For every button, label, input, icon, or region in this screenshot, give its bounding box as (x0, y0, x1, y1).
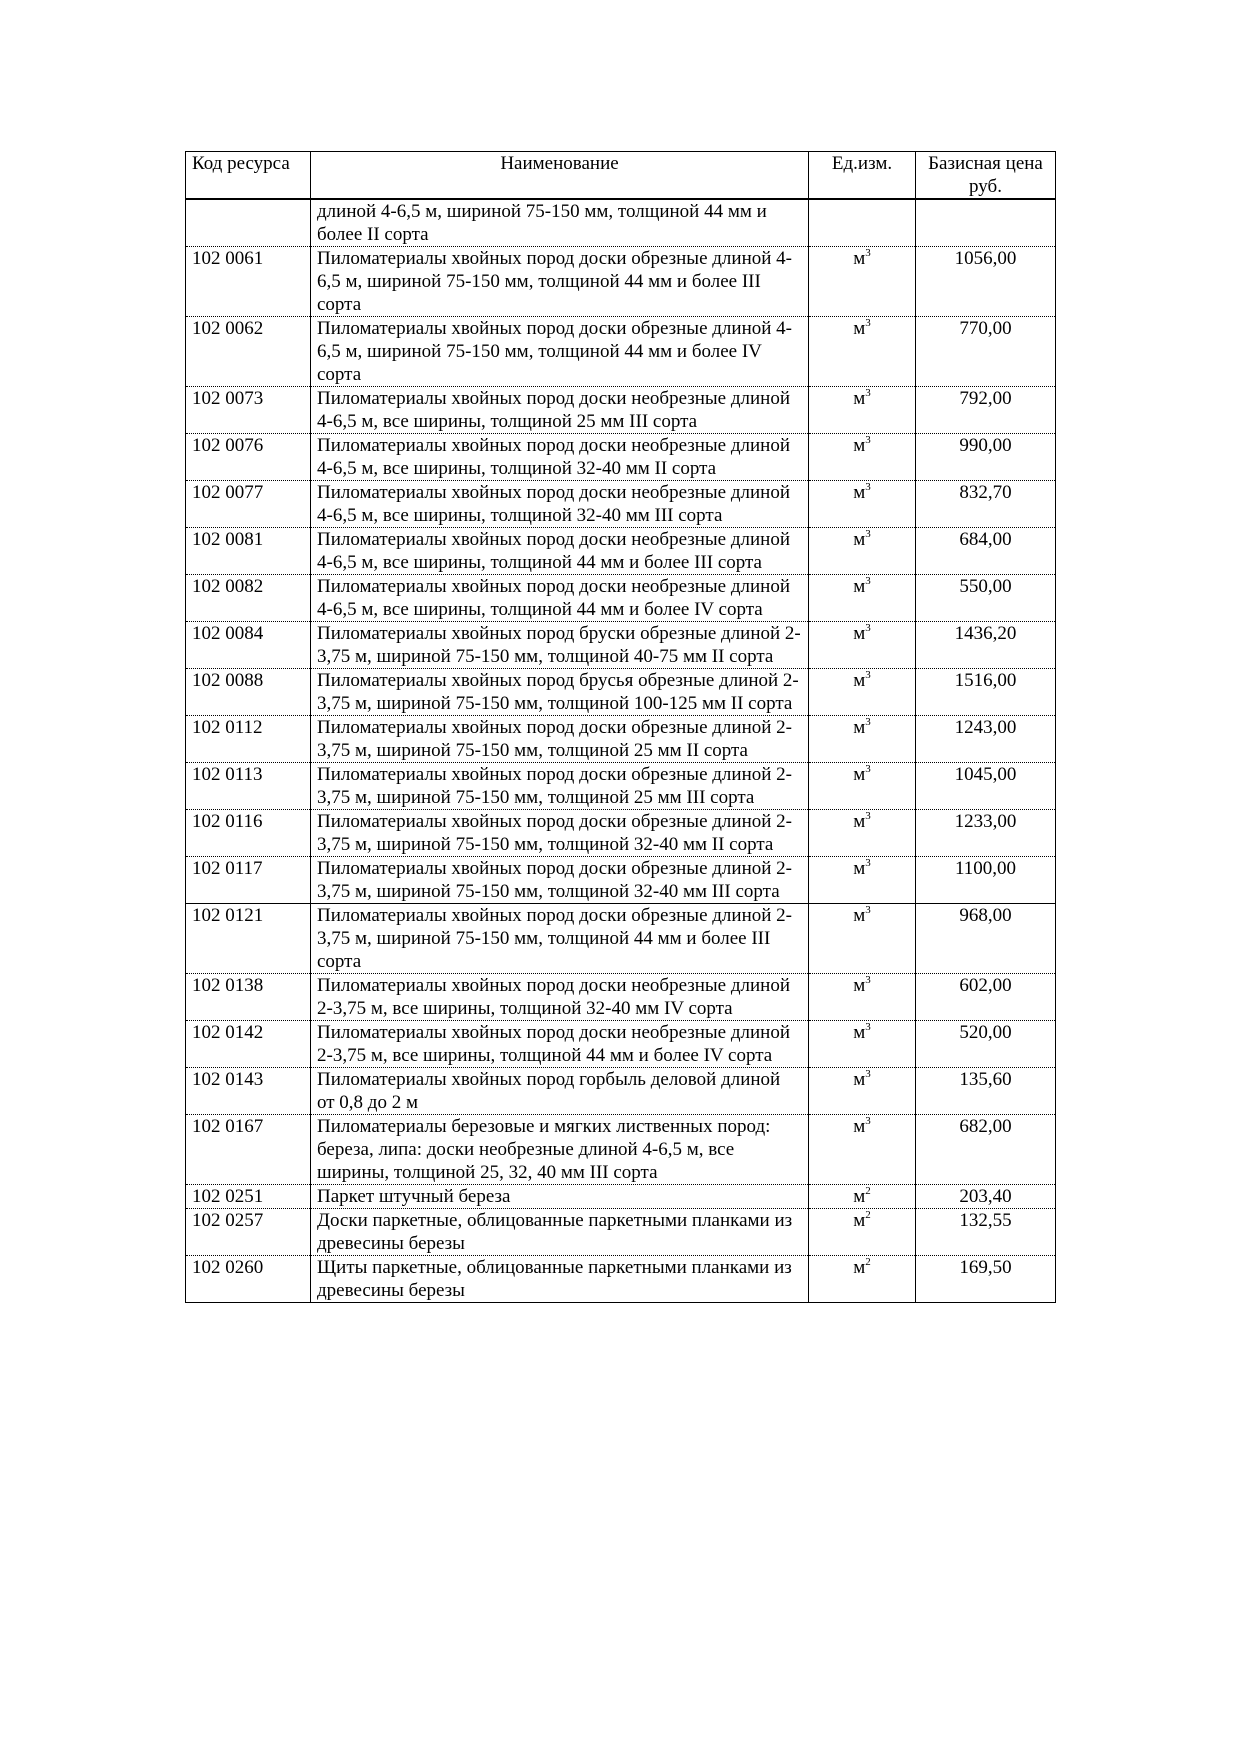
resource-code: 102 0062 (186, 317, 311, 387)
base-price: 968,00 (916, 904, 1056, 974)
unit-base: м (853, 1186, 866, 1207)
base-price: 832,70 (916, 481, 1056, 528)
resource-name: Пиломатериалы хвойных пород доски обрезные длиной 4-6,5 м, шириной 75-150 мм, толщиной 44 мм и более III сорта (311, 247, 809, 317)
unit-base: м (853, 623, 866, 644)
resource-code: 102 0257 (186, 1209, 311, 1256)
resource-name: Пиломатериалы хвойных пород доски необрезные длиной 4-6,5 м, все ширины, толщиной 44 мм и более III сорта (311, 528, 809, 575)
resource-price-table (185, 151, 1056, 1303)
table-row (186, 481, 1056, 528)
unit-exponent: 3 (865, 1020, 871, 1033)
table-row (186, 1209, 1056, 1256)
header-unit: Ед.изм. (809, 152, 916, 200)
base-price: 990,00 (916, 434, 1056, 481)
unit-base: м (853, 670, 866, 691)
resource-code: 102 0116 (186, 810, 311, 857)
resource-name: Пиломатериалы хвойных пород брусья обрезные длиной 2-3,75 м, шириной 75-150 мм, толщиной 100-125 мм II сорта (311, 669, 809, 716)
header-price: Базисная цена руб. (916, 152, 1056, 200)
unit-exponent: 3 (865, 903, 871, 916)
unit-cell (809, 904, 916, 974)
unit-cell (809, 622, 916, 669)
unit-base: м (853, 905, 866, 926)
table-row (186, 387, 1056, 434)
unit-exponent: 3 (865, 856, 871, 869)
base-price: 770,00 (916, 317, 1056, 387)
unit-exponent: 3 (865, 574, 871, 587)
base-price: 135,60 (916, 1068, 1056, 1115)
unit-cell (809, 1209, 916, 1256)
resource-name: Пиломатериалы хвойных пород доски необрезные длиной 4-6,5 м, все ширины, толщиной 25 мм III сорта (311, 387, 809, 434)
unit-exponent: 3 (865, 386, 871, 399)
unit-base: м (853, 717, 866, 738)
table-row (186, 1256, 1056, 1303)
table-row (186, 247, 1056, 317)
unit-exponent: 2 (865, 1255, 871, 1268)
resource-code: 102 0251 (186, 1185, 311, 1209)
base-price: 203,40 (916, 1185, 1056, 1209)
resource-code: 102 0167 (186, 1115, 311, 1185)
base-price: 1233,00 (916, 810, 1056, 857)
resource-name: Пиломатериалы хвойных пород горбыль деловой длиной от 0,8 до 2 м (311, 1068, 809, 1115)
unit-base: м (853, 318, 866, 339)
base-price: 132,55 (916, 1209, 1056, 1256)
table-row (186, 974, 1056, 1021)
resource-name: Пиломатериалы хвойных пород доски обрезные длиной 2-3,75 м, шириной 75-150 мм, толщиной 25 мм III сорта (311, 763, 809, 810)
unit-exponent: 3 (865, 809, 871, 822)
unit-cell (809, 1068, 916, 1115)
resource-name: Пиломатериалы хвойных пород бруски обрезные длиной 2-3,75 м, шириной 75-150 мм, толщиной 40-75 мм II сорта (311, 622, 809, 669)
unit-cell (809, 974, 916, 1021)
resource-name: Пиломатериалы хвойных пород доски необрезные длиной 4-6,5 м, все ширины, толщиной 32-40 мм III сорта (311, 481, 809, 528)
unit-cell (809, 317, 916, 387)
unit-exponent: 3 (865, 527, 871, 540)
resource-code: 102 0082 (186, 575, 311, 622)
table-row (186, 1115, 1056, 1185)
unit-exponent: 3 (865, 973, 871, 986)
table-row (186, 199, 1056, 247)
unit-cell (809, 575, 916, 622)
unit-exponent: 3 (865, 1114, 871, 1127)
resource-name: Пиломатериалы хвойных пород доски необрезные длиной 2-3,75 м, все ширины, толщиной 44 мм и более IV сорта (311, 1021, 809, 1068)
header-name: Наименование (311, 152, 809, 200)
unit-base: м (853, 248, 866, 269)
resource-code (186, 199, 311, 247)
unit-base: м (853, 975, 866, 996)
base-price: 684,00 (916, 528, 1056, 575)
unit-exponent: 3 (865, 316, 871, 329)
resource-code: 102 0077 (186, 481, 311, 528)
unit-cell (809, 434, 916, 481)
table-row (186, 669, 1056, 716)
unit-exponent: 3 (865, 1067, 871, 1080)
resource-name: Щиты паркетные, облицованные паркетными планками из древесины березы (311, 1256, 809, 1303)
unit-base: м (853, 1257, 866, 1278)
base-price: 1243,00 (916, 716, 1056, 763)
unit-cell (809, 669, 916, 716)
resource-code: 102 0260 (186, 1256, 311, 1303)
resource-code: 102 0073 (186, 387, 311, 434)
base-price: 550,00 (916, 575, 1056, 622)
unit-cell (809, 763, 916, 810)
unit-cell (809, 1256, 916, 1303)
unit-cell (809, 1185, 916, 1209)
table-row (186, 1068, 1056, 1115)
unit-cell (809, 481, 916, 528)
table-header-row (186, 152, 1056, 200)
unit-cell (809, 247, 916, 317)
base-price (916, 199, 1056, 247)
unit-base: м (853, 858, 866, 879)
unit-base: м (853, 435, 866, 456)
unit-base: м (853, 1069, 866, 1090)
unit-cell (809, 810, 916, 857)
resource-code: 102 0076 (186, 434, 311, 481)
resource-name: Пиломатериалы хвойных пород доски обрезные длиной 2-3,75 м, шириной 75-150 мм, толщиной 25 мм II сорта (311, 716, 809, 763)
resource-name: Пиломатериалы хвойных пород доски необрезные длиной 4-6,5 м, все ширины, толщиной 32-40 мм II сорта (311, 434, 809, 481)
unit-base: м (853, 482, 866, 503)
unit-cell (809, 387, 916, 434)
table-row (186, 1021, 1056, 1068)
table-row (186, 763, 1056, 810)
unit-exponent: 3 (865, 480, 871, 493)
resource-name: длиной 4-6,5 м, шириной 75-150 мм, толщиной 44 мм и более II сорта (311, 199, 809, 247)
unit-base: м (853, 388, 866, 409)
base-price: 792,00 (916, 387, 1056, 434)
resource-code: 102 0081 (186, 528, 311, 575)
resource-code: 102 0121 (186, 904, 311, 974)
resource-name: Пиломатериалы хвойных пород доски обрезные длиной 2-3,75 м, шириной 75-150 мм, толщиной 32-40 мм III сорта (311, 857, 809, 904)
resource-code: 102 0113 (186, 763, 311, 810)
unit-exponent: 3 (865, 621, 871, 634)
unit-base: м (853, 1116, 866, 1137)
header-code: Код ресурса (186, 152, 311, 200)
unit-base: м (853, 576, 866, 597)
unit-cell (809, 1021, 916, 1068)
table-row (186, 904, 1056, 974)
unit-cell (809, 716, 916, 763)
table-row (186, 528, 1056, 575)
table-row (186, 857, 1056, 904)
table-row (186, 716, 1056, 763)
table-row (186, 622, 1056, 669)
resource-name: Пиломатериалы хвойных пород доски обрезные длиной 2-3,75 м, шириной 75-150 мм, толщиной 44 мм и более III сорта (311, 904, 809, 974)
base-price: 1516,00 (916, 669, 1056, 716)
resource-name: Доски паркетные, облицованные паркетными планками из древесины березы (311, 1209, 809, 1256)
unit-base: м (853, 764, 866, 785)
base-price: 169,50 (916, 1256, 1056, 1303)
unit-base: м (853, 1022, 866, 1043)
unit-exponent: 3 (865, 433, 871, 446)
base-price: 682,00 (916, 1115, 1056, 1185)
table-row (186, 575, 1056, 622)
resource-name: Пиломатериалы хвойных пород доски необрезные длиной 2-3,75 м, все ширины, толщиной 32-40 мм IV сорта (311, 974, 809, 1021)
resource-code: 102 0112 (186, 716, 311, 763)
unit-exponent: 3 (865, 762, 871, 775)
base-price: 1100,00 (916, 857, 1056, 904)
base-price: 1436,20 (916, 622, 1056, 669)
resource-code: 102 0143 (186, 1068, 311, 1115)
resource-code: 102 0061 (186, 247, 311, 317)
resource-name: Пиломатериалы березовые и мягких лиственных пород: береза, липа: доски необрезные длиной 4-6,5 м, все ширины, толщиной 25, 32, 40 мм III сорта (311, 1115, 809, 1185)
resource-code: 102 0138 (186, 974, 311, 1021)
unit-base: м (853, 811, 866, 832)
table-row (186, 317, 1056, 387)
unit-exponent: 2 (865, 1184, 871, 1197)
resource-name: Паркет штучный береза (311, 1185, 809, 1209)
unit-cell (809, 857, 916, 904)
unit-exponent: 3 (865, 246, 871, 259)
unit-exponent: 2 (865, 1208, 871, 1221)
unit-exponent: 3 (865, 715, 871, 728)
base-price: 602,00 (916, 974, 1056, 1021)
resource-code: 102 0084 (186, 622, 311, 669)
unit-base: м (853, 529, 866, 550)
resource-code: 102 0088 (186, 669, 311, 716)
unit-exponent: 3 (865, 668, 871, 681)
unit-cell (809, 199, 916, 247)
base-price: 520,00 (916, 1021, 1056, 1068)
table-row (186, 434, 1056, 481)
base-price: 1056,00 (916, 247, 1056, 317)
resource-code: 102 0117 (186, 857, 311, 904)
unit-cell (809, 528, 916, 575)
unit-base: м (853, 1210, 866, 1231)
resource-name: Пиломатериалы хвойных пород доски необрезные длиной 4-6,5 м, все ширины, толщиной 44 мм и более IV сорта (311, 575, 809, 622)
table-row (186, 1185, 1056, 1209)
table-row (186, 810, 1056, 857)
base-price: 1045,00 (916, 763, 1056, 810)
resource-name: Пиломатериалы хвойных пород доски обрезные длиной 2-3,75 м, шириной 75-150 мм, толщиной 32-40 мм II сорта (311, 810, 809, 857)
resource-code: 102 0142 (186, 1021, 311, 1068)
resource-name: Пиломатериалы хвойных пород доски обрезные длиной 4-6,5 м, шириной 75-150 мм, толщиной 44 мм и более IV сорта (311, 317, 809, 387)
unit-cell (809, 1115, 916, 1185)
